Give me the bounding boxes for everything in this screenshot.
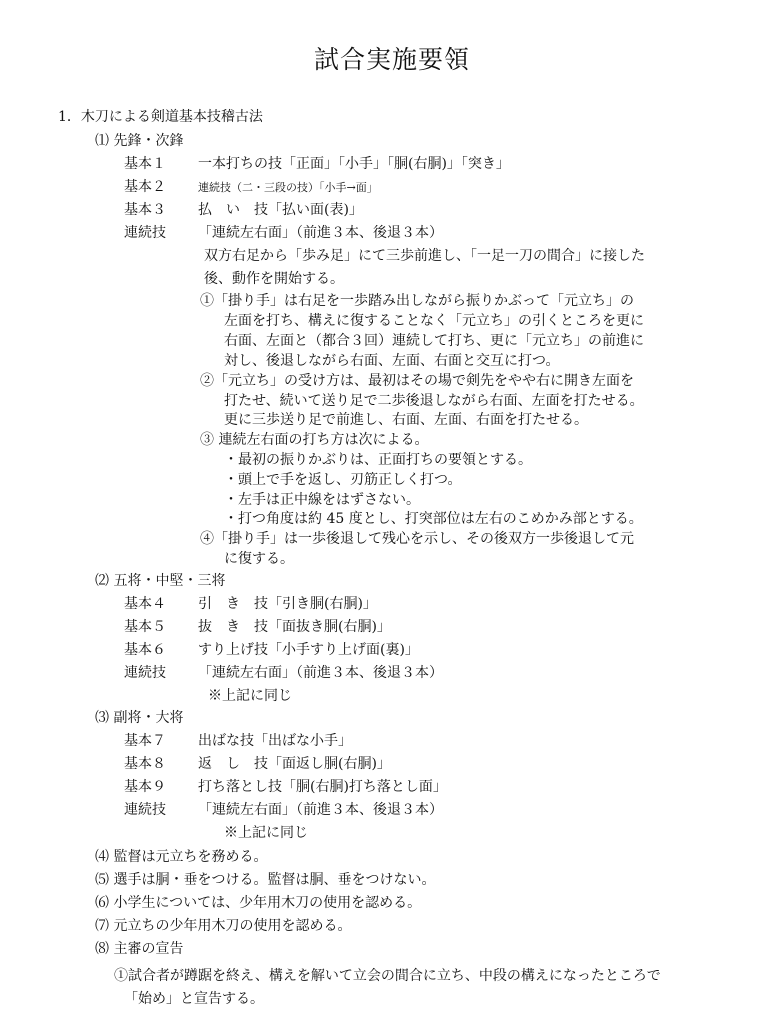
technique-text: 「連続左右面」（前進３本、後退３本）: [198, 225, 443, 241]
technique-text: 「連続左右面」（前進３本、後退３本）: [198, 665, 443, 681]
description-line: 双方右足から「歩み足」にて三歩前進し、「一足一刀の間合」に接した: [204, 248, 645, 264]
subsection-heading: ⑵ 五将・中堅・三将: [95, 573, 226, 589]
technique-label: 基本７: [124, 733, 166, 749]
technique-label: 連続技: [124, 665, 166, 681]
technique-label: 基本３: [124, 202, 166, 218]
step-line: ①「掛り手」は右足を一歩踏み出しながら振りかぶって「元立ち」の: [200, 293, 634, 309]
rule-item: ⑸ 選手は胴・垂をつける。監督は胴、垂をつけない。: [95, 872, 436, 888]
description-line: 後、動作を開始する。: [204, 271, 344, 287]
bullet-line: ・最初の振りかぶりは、正面打ちの要領とする。: [224, 452, 532, 468]
technique-label: 基本９: [124, 779, 166, 795]
subsection-heading: ⑶ 副将・大将: [95, 710, 184, 726]
page-title: 試合実施要領: [314, 45, 471, 74]
technique-label: 基本５: [124, 619, 166, 635]
rule-item: ⑻ 主審の宣告: [95, 941, 184, 957]
technique-label: 基本２: [124, 179, 166, 195]
note-text: ※上記に同じ: [224, 825, 308, 841]
declaration-line: 「始め」と宣告する。: [124, 991, 264, 1007]
step-line: ③ 連続左右面の打ち方は次による。: [200, 432, 429, 448]
rule-item: ⑷ 監督は元立ちを務める。: [95, 849, 268, 865]
technique-label: 連続技: [124, 225, 166, 241]
rule-item: ⑺ 元立ちの少年用木刀の使用を認める。: [95, 918, 352, 934]
technique-text: 払 い 技「払い面(表)」: [198, 202, 363, 218]
technique-text: 引 き 技「引き胴(右胴)」: [198, 596, 377, 612]
technique-text: 連続技（二・三段の技）「小手→面」: [198, 181, 378, 194]
section-heading: 1．木刀による剣道基本技稽古法: [58, 109, 263, 125]
step-line: 更に三歩送り足で前進し、右面、左面、右面を打たせる。: [224, 412, 588, 428]
technique-text: 出ばな技「出ばな小手」: [198, 733, 352, 749]
note-text: ※上記に同じ: [208, 688, 292, 704]
bullet-line: ・打つ角度は約 45 度とし、打突部位は左右のこめかみ部とする。: [224, 511, 643, 527]
technique-label: 基本４: [124, 596, 166, 612]
technique-text: 返 し 技「面返し胴(右胴)」: [198, 756, 391, 772]
subsection-heading: ⑴ 先鋒・次鋒: [95, 133, 184, 149]
technique-label: 連続技: [124, 802, 166, 818]
step-line: に復する。: [224, 551, 294, 567]
technique-text: 一本打ちの技「正面」「小手」「胴(右胴)」「突き」: [198, 156, 510, 172]
technique-text: 「連続左右面」（前進３本、後退３本）: [198, 802, 443, 818]
technique-label: 基本１: [124, 156, 166, 172]
step-line: 左面を打ち、構えに復することなく「元立ち」の引くところを更に: [224, 313, 644, 329]
technique-text: 抜 き 技「面抜き胴(右胴)」: [198, 619, 391, 635]
step-line: 対し、後退しながら右面、左面、右面と交互に打つ。: [224, 353, 560, 369]
technique-text: 打ち落とし技「胴(右胴)打ち落とし面」: [198, 779, 447, 795]
declaration-line: ①試合者が蹲踞を終え、構えを解いて立会の間合に立ち、中段の構えになったところで: [114, 968, 661, 984]
step-line: 打たせ、続いて送り足で二歩後退しながら右面、左面を打たせる。: [224, 393, 644, 409]
technique-label: 基本８: [124, 756, 166, 772]
step-line: ②「元立ち」の受け方は、最初はその場で剣先をやや右に開き左面を: [200, 373, 634, 389]
technique-label: 基本６: [124, 642, 166, 658]
bullet-line: ・頭上で手を返し、刃筋正しく打つ。: [224, 472, 462, 488]
step-line: ④「掛り手」は一歩後退して残心を示し、その後双方一歩後退して元: [200, 531, 634, 547]
rule-item: ⑹ 小学生については、少年用木刀の使用を認める。: [95, 895, 422, 911]
technique-text: すり上げ技「小手すり上げ面(裏)」: [198, 642, 419, 658]
bullet-line: ・左手は正中線をはずさない。: [224, 492, 420, 508]
step-line: 右面、左面と（都合３回）連続して打ち、更に「元立ち」の前進に: [224, 333, 644, 349]
